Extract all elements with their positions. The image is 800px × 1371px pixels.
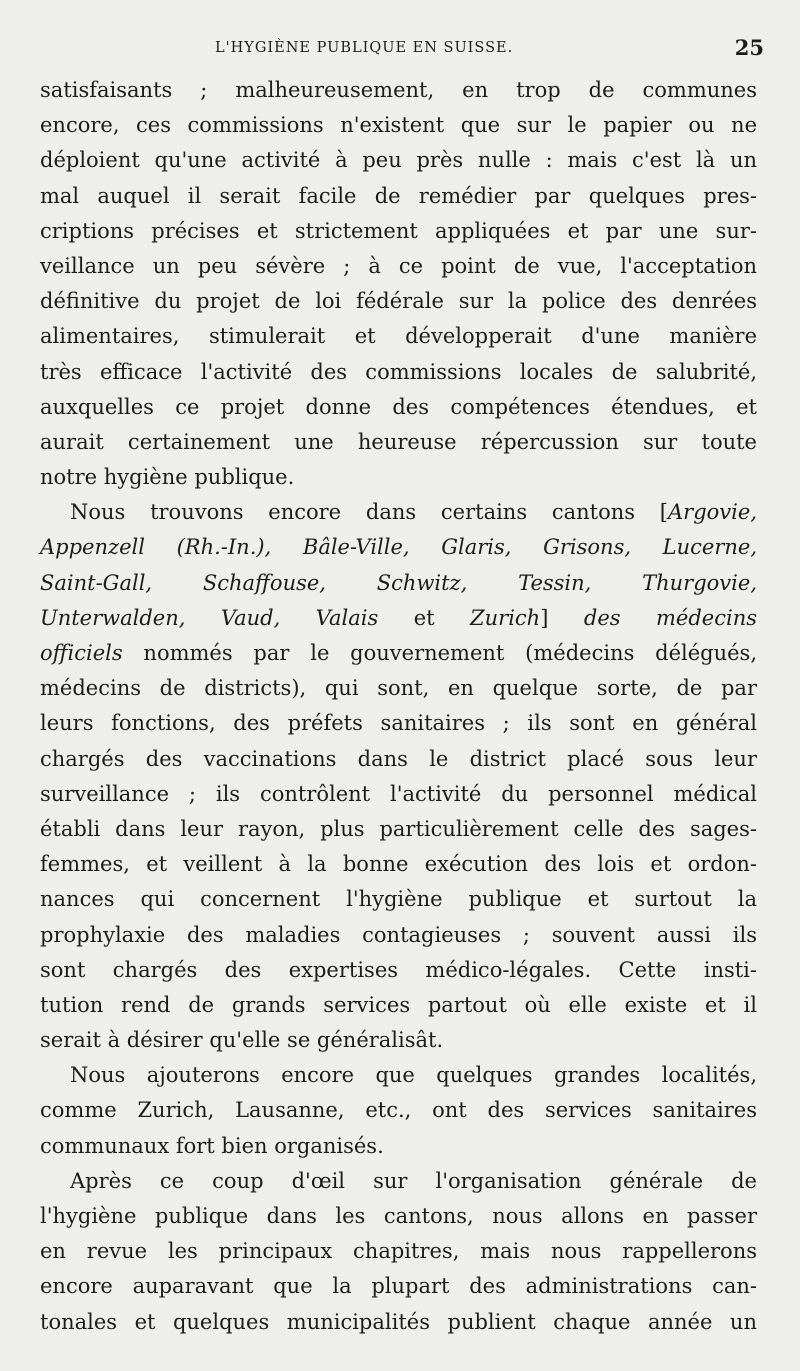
text-line: prophylaxie des maladies contagieuses ; souvent aussi ils	[40, 922, 757, 947]
text-line: très efficace l'activité des commissions locales de salubrité,	[40, 359, 757, 384]
canton-list: Saint-Gall, Schaffouse, Schwitz, Tessin, Thurgovie,	[40, 570, 757, 595]
canton-name: Argovie,	[668, 500, 757, 525]
text-line	[40, 530, 757, 565]
running-head	[0, 34, 800, 62]
text-line: surveillance ; ils contrôlent l'activité du personnel médical	[40, 781, 757, 806]
paragraph-4	[40, 1164, 757, 1340]
text-line: veillance un peu sévère ; à ce point de vue, l'acceptation	[40, 253, 757, 278]
paragraph-2	[40, 495, 757, 1058]
text-line	[40, 566, 757, 601]
paragraph-3	[40, 1058, 757, 1164]
text-line	[40, 636, 757, 671]
text-line	[40, 495, 757, 530]
text-line: encore auparavant que la plupart des administrations can-	[40, 1274, 757, 1299]
running-title: L'HYGIÈNE PUBLIQUE EN SUISSE.	[215, 40, 514, 56]
text-line: en revue les principaux chapitres, mais nous rappellerons	[40, 1239, 757, 1264]
text-line: l'hygiène publique dans les cantons, nous allons en passer	[40, 1204, 757, 1228]
text-line: notre hygiène publique.	[40, 465, 295, 490]
term-italic: officiels	[40, 641, 123, 665]
paragraph-1	[40, 73, 757, 495]
text-line: mal auquel il serait facile de remédier par quelques pres-	[40, 183, 757, 208]
text-line: chargés des vaccinations dans le district placé sous leur	[40, 746, 757, 771]
text-line: Après ce coup d'œil sur l'organisation générale de	[70, 1168, 757, 1193]
page-number: 25	[734, 35, 764, 60]
term-italic: des médecins	[583, 605, 757, 630]
text-line: Nous ajouterons encore que quelques grandes localités,	[70, 1063, 757, 1088]
text-span: et	[378, 605, 471, 630]
text-line: communaux fort bien organisés.	[40, 1133, 384, 1158]
text-line: aurait certainement une heureuse répercussion sur toute	[40, 429, 757, 454]
text-line: encore, ces commissions n'existent que sur le papier ou ne	[40, 113, 757, 138]
canton-list: Appenzell (Rh.-In.), Bâle-Ville, Glaris, Grisons, Lucerne,	[40, 535, 757, 560]
text-line: médecins de districts), qui sont, en quelque sorte, de par	[40, 676, 757, 701]
text-span: ]	[540, 605, 584, 630]
text-line: satisfaisants ; malheureusement, en trop de communes	[40, 78, 757, 102]
text-line: alimentaires, stimulerait et développerait d'une manière	[40, 324, 757, 349]
text-line: serait à désirer qu'elle se généralisât.	[40, 1028, 444, 1053]
text-line: établi dans leur rayon, plus particulièrement celle des sages-	[40, 816, 757, 841]
text-span: nommés par le gouvernement (médecins délégués,	[122, 641, 757, 665]
text-line	[40, 601, 757, 636]
text-line: tonales et quelques municipalités publient chaque année un	[40, 1309, 757, 1334]
text-line: sont chargés des expertises médico-légales. Cette insti-	[40, 957, 757, 982]
text-line: déploient qu'une activité à peu près nulle : mais c'est là un	[40, 148, 757, 173]
canton-list: Unterwalden, Vaud, Valais	[40, 605, 379, 630]
body-text	[40, 73, 757, 1340]
text-line: leurs fonctions, des préfets sanitaires ; ils sont en général	[40, 711, 757, 736]
text-line: nances qui concernent l'hygiène publique et surtout la	[40, 887, 757, 912]
text-line: définitive du projet de loi fédérale sur la police des denrées	[40, 289, 757, 314]
canton-name: Zurich	[470, 605, 541, 630]
text-span: Nous trouvons encore dans certains cantons [	[70, 500, 669, 525]
text-line: auxquelles ce projet donne des compétences étendues, et	[40, 394, 757, 419]
text-line: criptions précises et strictement appliquées et par une sur-	[40, 218, 757, 243]
text-line: tution rend de grands services partout où elle existe et il	[40, 992, 757, 1017]
text-line: comme Zurich, Lausanne, etc., ont des services sanitaires	[40, 1098, 757, 1123]
text-line: femmes, et veillent à la bonne exécution des lois et ordon-	[40, 852, 757, 877]
